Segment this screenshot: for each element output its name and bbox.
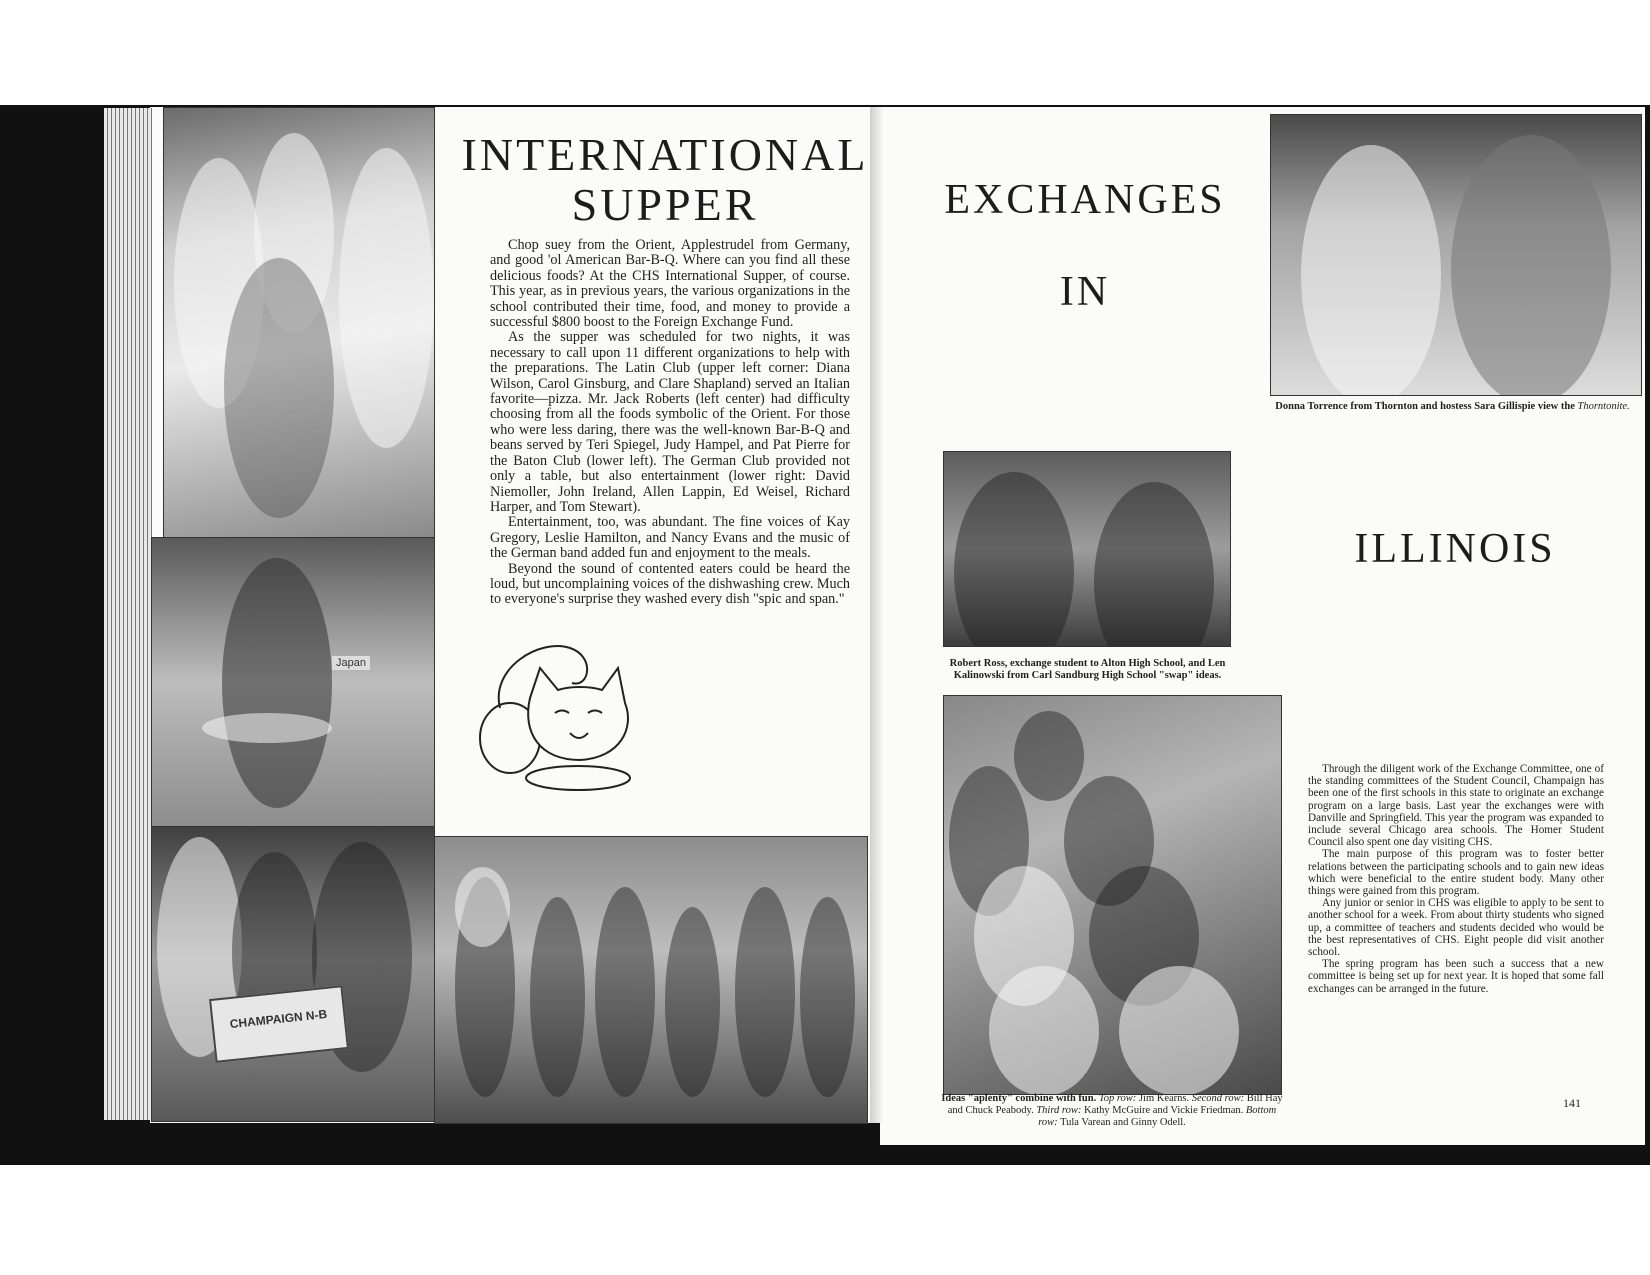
title-supper: SUPPER — [571, 179, 759, 230]
caption-text: Jim Kearns. — [1136, 1093, 1192, 1104]
right-article-body — [1308, 763, 1604, 995]
page-number: 141 — [1563, 1096, 1581, 1110]
musician-shape — [665, 907, 720, 1097]
left-article-body — [490, 238, 850, 608]
caption-italic: Bottom row: — [1038, 1105, 1277, 1128]
person-shape — [1014, 711, 1084, 801]
caption-italic: Second row: — [1191, 1093, 1245, 1104]
article-paragraph: The main purpose of this program was to foster better relations between the participating schools and to gain new ideas which were beneficial to the entire student body. Many other things were gained from this program. — [1308, 848, 1604, 898]
tuba-shape — [455, 867, 510, 947]
musician-shape — [735, 887, 795, 1097]
wagon-sign — [209, 985, 349, 1063]
figure-shape — [339, 148, 434, 448]
person-shape — [954, 472, 1074, 647]
cat-drawing — [460, 628, 660, 818]
article-paragraph: Beyond the sound of contented eaters could be heard the loud, but uncomplaining voices of the dishwashing crew. Much to everyone's surprise they washed every dish "spic and span." — [490, 560, 851, 608]
caption-bold: Ideas "aplenty" combine with fun. — [941, 1093, 1097, 1104]
caption-text: Tula Varean and Ginny Odell. — [1057, 1117, 1186, 1128]
swap-ideas-photo — [943, 451, 1231, 647]
caption-text: Donna Torrence from Thornton and hostess Sara Gillispie view the — [1275, 401, 1578, 412]
thorntonite-caption — [1260, 401, 1645, 413]
caption-italic: Top row: — [1098, 1093, 1137, 1104]
person-shape — [1451, 135, 1611, 396]
cat-head — [528, 668, 628, 760]
title-exchanges: EXCHANGES — [944, 177, 1226, 223]
person-shape — [222, 558, 332, 808]
page-edges — [104, 108, 152, 1120]
thorntonite-photo — [1270, 114, 1642, 396]
latin-club-photo — [163, 107, 435, 539]
baton-club-photo — [151, 826, 435, 1122]
fruit-tray-shape — [224, 258, 334, 518]
person-shape — [989, 966, 1099, 1095]
title-illinois: ILLINOIS — [1354, 526, 1556, 572]
spine-gutter — [870, 107, 884, 1123]
article-paragraph: Any junior or senior in CHS was eligible to apply to be sent to another school for a week. From about thirty students who signed up, a committee of teachers and students decided who would be the best representatives of CHS. Eight people did visit another school. — [1308, 897, 1604, 959]
musician-shape — [800, 897, 855, 1097]
caption-italic: Thorntonite. — [1577, 401, 1630, 412]
article-paragraph: As the supper was scheduled for two nights, it was necessary to call upon 11 different organizations to help with the preparations. The Latin Club (upper left corner: Diana Wilson, Carol Ginsburg, and Clare Shapland) served an Italian favorite—pizza. Mr. Jack Roberts (left center) had difficulty choosing from all the foods symbolic of the Orient. For those who were less daring, there was the well-known Bar-B-Q and beans served by Teri Spiegel, Judy Hampel, and Pat Pierre for the Baton Club (lower left). The German Club provided not only a table, but also entertainment (lower right: David Niemoller, John Ireland, Allen Lappin, Ed Weisel, Richard Harper, and Tom Stewart). — [490, 329, 850, 515]
musician-shape — [530, 897, 585, 1097]
person-shape — [1301, 145, 1441, 396]
caption-text: Bill Hay and Chuck Peabody. — [947, 1093, 1283, 1116]
wagon-sign-text: CHAMPAIGN N-B — [229, 1006, 328, 1032]
article-paragraph: Through the diligent work of the Exchange Committee, one of the standing committees of the Student Council, Champaign has been one of the first schools in this state to originate an exchange program on a large basis. Last year the exchanges were with Danville and Springfield. This year the program was expanded to include several Chicago area schools. The Homer Student Council also spent one day visiting CHS. — [1308, 763, 1604, 849]
caption-text: Kathy McGuire and Vickie Friedman. — [1081, 1105, 1246, 1116]
milk-dish — [526, 766, 630, 790]
german-band-photo — [434, 836, 868, 1124]
group-photo — [943, 695, 1282, 1095]
article-paragraph: Chop suey from the Orient, Applestrudel from Germany, and good 'ol American Bar-B-Q. Where can you find all these delicious foods? At the CHS International Supper, of course. This year, as in previous years, the various organizations in the school contributed their time, food, and money to provide a successful $800 boost to the Foreign Exchange Fund. — [490, 237, 850, 331]
swap-ideas-caption: Robert Ross, exchange student to Alton High School, and Len Kalinowski from Carl Sandburg High School "swap" ideas. — [949, 658, 1226, 681]
serving-tray-shape — [202, 713, 332, 743]
jack-roberts-photo — [151, 537, 435, 827]
musician-shape — [595, 887, 655, 1097]
japan-sign: Japan — [332, 656, 370, 670]
article-paragraph: The spring program has been such a success that a new committee is being set up for next year. It is hoped that some fall exchanges can be arranged in the future. — [1308, 958, 1604, 995]
person-shape — [1094, 482, 1214, 647]
title-in: IN — [1059, 269, 1111, 315]
article-paragraph: Entertainment, too, was abundant. The fine voices of Kay Gregory, Leslie Hamilton, and Nancy Evans and the music of the German band added fun and enjoyment to the meals. — [490, 514, 850, 562]
caption-italic: Third row: — [1036, 1105, 1082, 1116]
group-caption — [937, 1093, 1287, 1129]
title-international: INTERNATIONAL — [461, 129, 869, 180]
person-shape — [1119, 966, 1239, 1095]
